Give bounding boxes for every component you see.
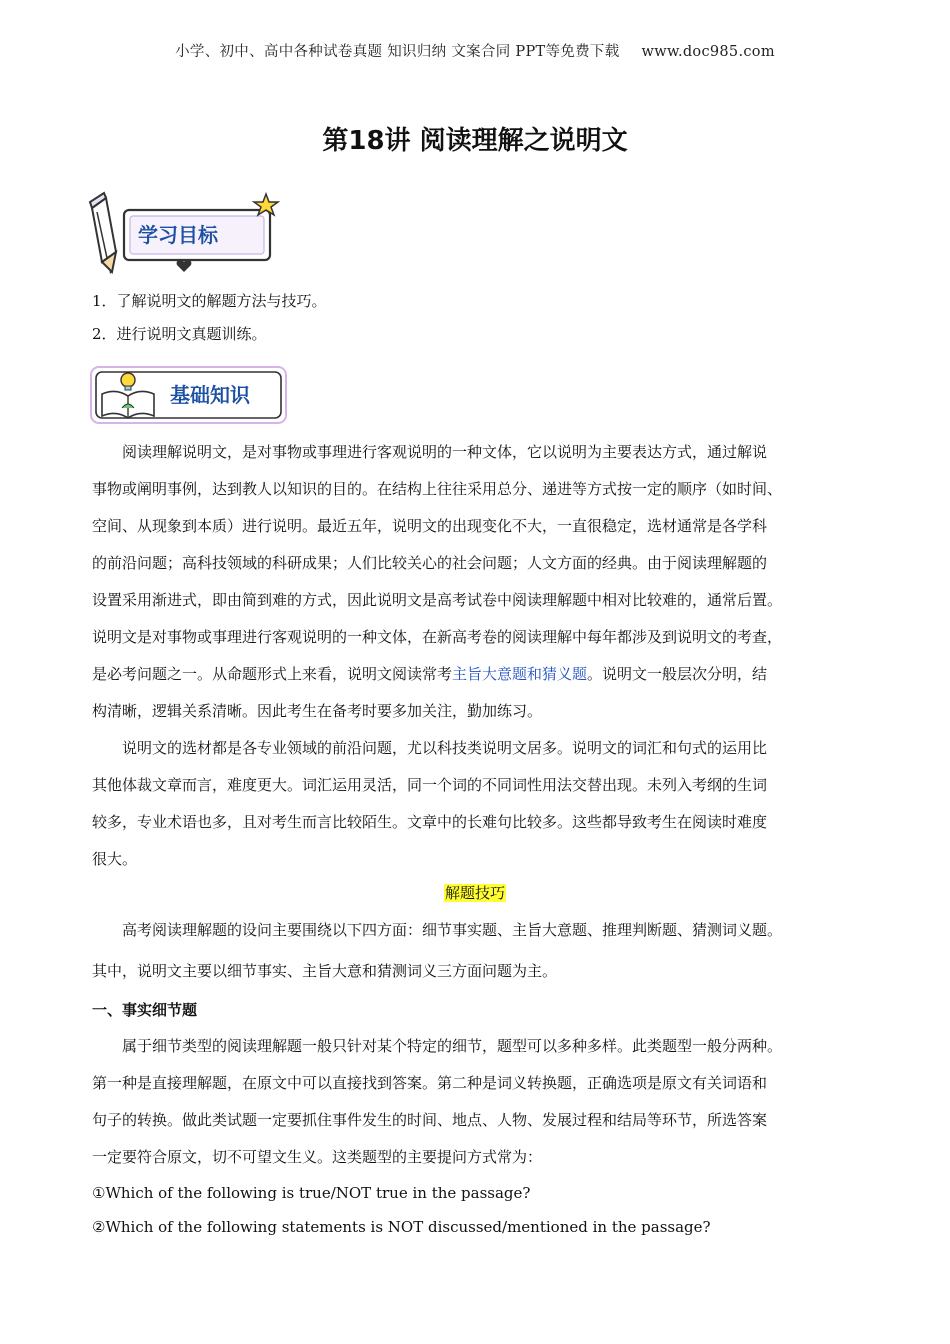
- heart-icon: [177, 260, 192, 272]
- paragraph-line: 一定要符合原文，切不可望文生义。这类题型的主要提问方式常为：: [92, 1148, 543, 1166]
- paragraph-line: 的前沿问题；高科技领域的科研成果；人们比较关心的社会问题；人文方面的经典。由于阅读理解题的: [92, 554, 768, 572]
- question-example: ②Which of the following statements is NOT discussed/mentioned in the passage?: [92, 1218, 711, 1236]
- paragraph-line: 属于细节类型的阅读理解题一般只针对某个特定的细节，题型可以多种多样。此类题型一般分两种。: [92, 1037, 783, 1055]
- basic-knowledge-label: 基础知识: [170, 383, 250, 407]
- paragraph-line: 阅读理解说明文，是对事物或事理进行客观说明的一种文体，它以说明为主要表达方式，通过解说: [92, 443, 768, 461]
- question-example: ①Which of the following is true/NOT true in the passage?: [92, 1184, 531, 1202]
- skills-heading-text: 解题技巧: [444, 884, 505, 902]
- paragraph-text: 。说明文一般层次分明，结: [587, 665, 768, 683]
- topic-highlight-link[interactable]: 主旨大意题和猜义题: [452, 665, 588, 683]
- goal-item: 2．进行说明文真题训练。: [92, 325, 267, 343]
- paragraph-line: 说明文是对事物或事理进行客观说明的一种文体，在新高考卷的阅读理解中每年都涉及到说明文的考查，: [92, 628, 783, 646]
- paragraph-line: [92, 663, 767, 685]
- pencil-icon: [90, 193, 116, 274]
- paragraph-line: 句子的转换。做此类试题一定要抓住事件发生的时间、地点、人物、发展过程和结局等环节，所选答案: [92, 1111, 768, 1129]
- paragraph-line: 较多，专业术语也多，且对考生而言比较陌生。文章中的长难句比较多。这些都导致考生在阅读时难度: [92, 813, 768, 831]
- page-title: 第18讲 阅读理解之说明文: [322, 126, 628, 156]
- paragraph-line: 高考阅读理解题的设问主要围绕以下四方面：细节事实题、主旨大意题、推理判断题、猜测词义题。: [92, 921, 783, 939]
- learning-goal-label: 学习目标: [138, 223, 218, 247]
- learning-goal-badge: [88, 188, 283, 278]
- paragraph-line: 第一种是直接理解题，在原文中可以直接找到答案。第二种是词义转换题，正确选项是原文有关词语和: [92, 1074, 768, 1092]
- header-text: 小学、初中、高中各种试卷真题 知识归纳 文案合同 PPT等免费下载: [175, 44, 620, 60]
- paragraph-line: 事物或阐明事例，达到教人以知识的目的。在结构上往往采用总分、递进等方式按一定的顺序（如时间、: [92, 480, 783, 498]
- skills-heading: [0, 882, 950, 903]
- paragraph-line: 其他体裁文章而言，难度更大。词汇运用灵活，同一个词的不同词性用法交替出现。未列入考纲的生词: [92, 776, 768, 794]
- paragraph-text: 是必考问题之一。从命题形式上来看，说明文阅读常考: [92, 665, 453, 683]
- paragraph-line: 设置采用渐进式，即由简到难的方式，因此说明文是高考试卷中阅读理解题中相对比较难的，通常后置。: [92, 591, 783, 609]
- paragraph-line: 空间、从现象到本质）进行说明。最近五年，说明文的出现变化不大，一直很稳定，选材通常是各学科: [92, 517, 768, 535]
- paragraph-line: 构清晰，逻辑关系清晰。因此考生在备考时要多加关注，勤加练习。: [92, 702, 543, 720]
- page-header: [0, 40, 950, 61]
- paragraph-line: 其中，说明文主要以细节事实、主旨大意和猜测词义三方面问题为主。: [92, 962, 558, 980]
- paragraph-line: 很大。: [92, 850, 138, 868]
- goal-item: 1．了解说明文的解题方法与技巧。: [92, 292, 327, 310]
- section-heading-fact-detail: 一、事实细节题: [92, 1001, 198, 1019]
- header-url[interactable]: www.doc985.com: [641, 44, 775, 60]
- basic-knowledge-badge: [88, 364, 293, 428]
- paragraph-line: 说明文的选材都是各专业领域的前沿问题，尤以科技类说明文居多。说明文的词汇和句式的运用比: [92, 739, 768, 757]
